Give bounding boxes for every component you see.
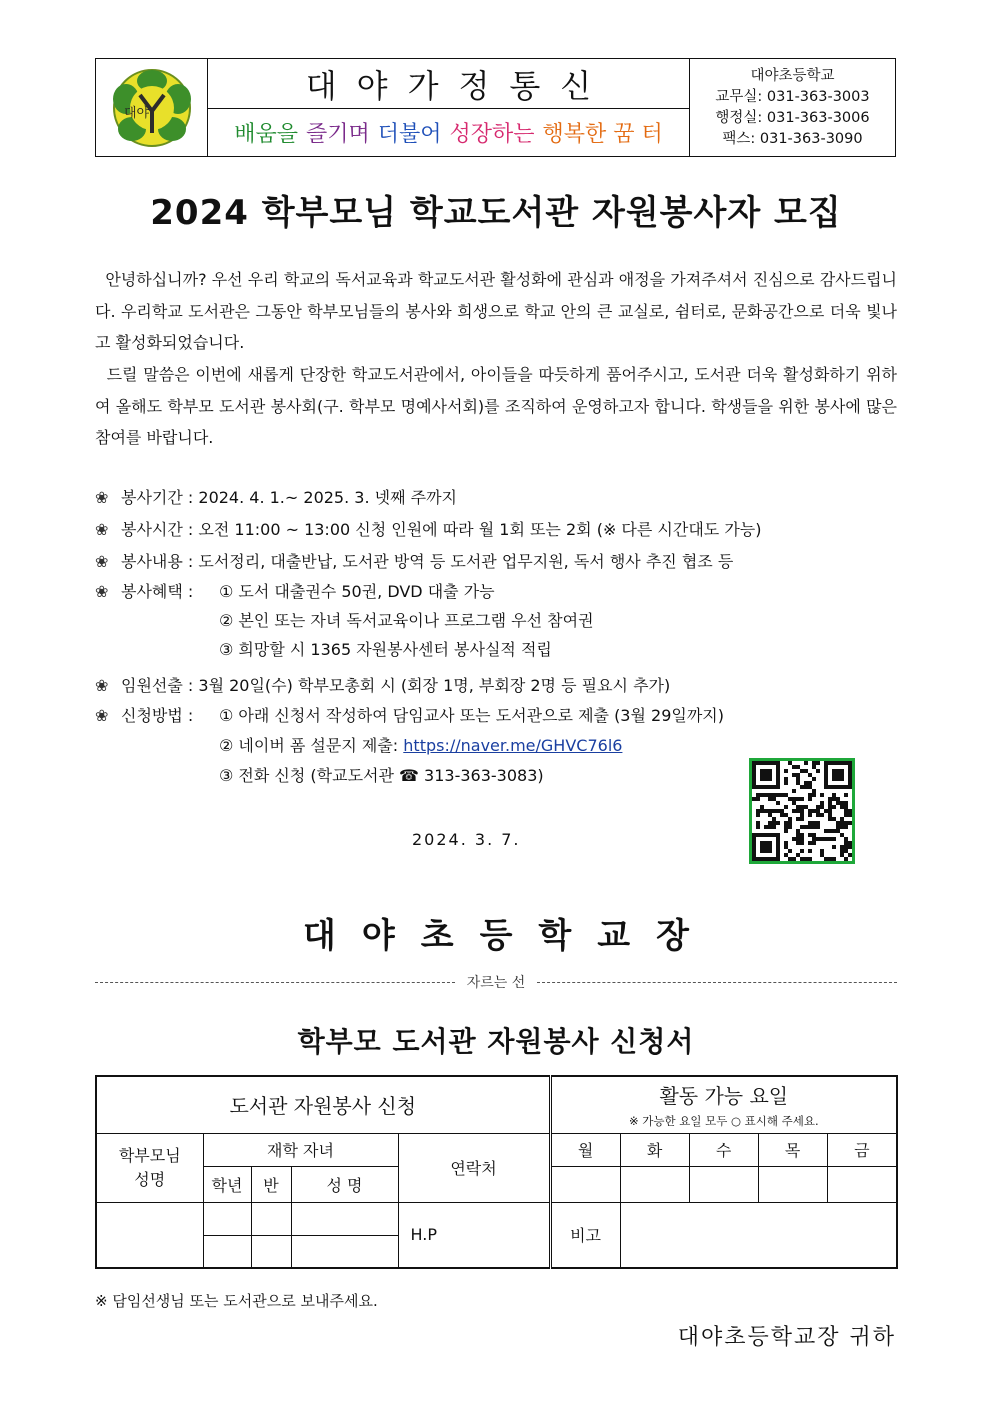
form-right-header: 활동 가능 요일 ※ 가능한 요일 모두 ○ 표시해 주세요. xyxy=(550,1076,897,1133)
header-center xyxy=(208,59,690,156)
flower-bullet-icon: ❀ xyxy=(95,488,109,507)
day-selection-note: ※ 가능한 요일 모두 ○ 표시해 주세요. xyxy=(628,1114,819,1129)
school-emblem-icon xyxy=(106,67,198,149)
motto-word-2: 즐기며 xyxy=(305,122,370,147)
class-header: 반 xyxy=(251,1166,291,1202)
cut-line-label: 자르는 선 xyxy=(466,975,526,991)
apply-method-1: ① 아래 신청서 작성하여 담임교사 또는 도서관으로 제출 (3월 29일까지) xyxy=(219,706,724,725)
school-logo xyxy=(96,59,208,156)
grade-field-1[interactable] xyxy=(203,1202,251,1235)
parent-name-header: 학부모님 성명 xyxy=(96,1133,203,1202)
list-item-benefit: ❀ 봉사혜택 : xyxy=(95,578,193,606)
intro-paragraph-1: 안녕하십니까? 우선 우리 학교의 독서교육과 학교도서관 활성화에 관심과 애정을 가져주셔서 진심으로 감사드립니다. 우리학교 도서관은 그동안 학부모님들의 봉사와 희생으로 학교 안의 큰 교실로, 쉼터로, 문화공간으로 더욱 빛나고 활성화되었습니다. xyxy=(95,270,898,352)
qr-code xyxy=(749,758,855,864)
apply-method-2: ② 네이버 폼 설문지 제출: https://naver.me/GHVC76l6 xyxy=(219,736,623,755)
benefit-1: ① 도서 대출권수 50권, DVD 대출 가능 xyxy=(219,582,495,601)
grade-header: 학년 xyxy=(203,1166,251,1202)
submission-note: ※ 담임선생님 또는 도서관으로 보내주세요. xyxy=(95,1292,378,1310)
flower-bullet-icon: ❀ xyxy=(95,706,109,725)
apply-method-3: ③ 전화 신청 (학교도서관 ☎ 313-363-3083) xyxy=(219,766,544,785)
list-item-content: ❀ 봉사내용 : 도서정리, 대출반납, 도서관 방역 등 도서관 업무지원, 독서 행사 추진 협조 등 xyxy=(95,548,733,576)
application-form-table xyxy=(95,1075,898,1269)
list-item-time: ❀ 봉사시간 : 오전 11:00 ~ 13:00 신청 인원에 따라 월 1회 또는 2회 (※ 다른 시간대도 가능) xyxy=(95,516,762,544)
grade-field-2[interactable] xyxy=(203,1235,251,1268)
form-left-header: 도서관 자원봉사 신청 xyxy=(96,1076,550,1133)
motto-word-1: 배움을 xyxy=(234,122,298,147)
remarks-label: 비고 xyxy=(550,1202,620,1268)
list-item-officers: ❀ 임원선출 : 3월 20일(수) 학부모총회 시 (회장 1명, 부회장 2명 등 필요시 추가) xyxy=(95,672,670,700)
naver-form-link[interactable]: https://naver.me/GHVC76l6 xyxy=(403,736,623,755)
contact-header: 연락처 xyxy=(398,1133,550,1202)
day-wed: 수 xyxy=(689,1133,758,1166)
principal-signature: 대야초등학교장 xyxy=(303,916,715,956)
fax-number: 팩스: 031-363-3090 xyxy=(722,130,863,147)
flower-bullet-icon: ❀ xyxy=(95,552,109,571)
benefit-2: ② 본인 또는 자녀 독서교육이나 프로그램 우선 참여권 xyxy=(219,611,594,630)
newsletter-title: 대야가정통신 xyxy=(208,59,689,109)
intro-paragraph-2: 드릴 말씀은 이번에 새롭게 단장한 학교도서관에서, 아이들을 따듯하게 품어주시고, 도서관 더욱 활성화하기 위하여 올해도 학부모 도서관 봉사회(구. 학부모 명예사서회)를 조직하여 운영하고자 합니다. 학생들을 위한 봉사에 많은 참여를 바랍니다. xyxy=(95,365,898,447)
benefit-3: ③ 희망할 시 1365 자원봉사센터 봉사실적 적립 xyxy=(219,640,552,659)
thu-checkbox-cell[interactable] xyxy=(758,1166,827,1202)
motto-word-5: 행복한 꿈 터 xyxy=(542,122,663,147)
school-contact xyxy=(690,59,895,156)
flower-bullet-icon: ❀ xyxy=(95,676,109,695)
newsletter-header xyxy=(95,58,896,157)
school-motto xyxy=(208,109,689,156)
day-mon: 월 xyxy=(550,1133,620,1166)
remarks-field[interactable] xyxy=(620,1202,897,1268)
issue-date: 2024. 3. 7. xyxy=(412,830,521,849)
logo-text: 대야 xyxy=(123,105,149,121)
child-name-field-2[interactable] xyxy=(291,1235,398,1268)
list-item-apply: ❀ 신청방법 : xyxy=(95,702,193,730)
motto-word-3: 더불어 xyxy=(377,122,442,147)
list-item-period: ❀ 봉사기간 : 2024. 4. 1.~ 2025. 3. 넷째 주까지 xyxy=(95,484,457,512)
fri-checkbox-cell[interactable] xyxy=(827,1166,897,1202)
class-field-2[interactable] xyxy=(251,1235,291,1268)
child-name-field-1[interactable] xyxy=(291,1202,398,1235)
flower-bullet-icon: ❀ xyxy=(95,582,109,601)
admin-office-phone: 행정실: 031-363-3006 xyxy=(715,109,870,126)
child-header: 재학 자녀 xyxy=(203,1133,398,1166)
application-form-title: 학부모 도서관 자원봉사 신청서 xyxy=(297,1025,695,1058)
wed-checkbox-cell[interactable] xyxy=(689,1166,758,1202)
motto-word-4: 성장하는 xyxy=(449,122,535,147)
parent-name-field[interactable] xyxy=(96,1202,203,1268)
tue-checkbox-cell[interactable] xyxy=(620,1166,689,1202)
page-title: 2024 학부모님 학교도서관 자원봉사자 모집 xyxy=(150,193,842,233)
day-fri: 금 xyxy=(827,1133,897,1166)
mon-checkbox-cell[interactable] xyxy=(550,1166,620,1202)
class-field-1[interactable] xyxy=(251,1202,291,1235)
flower-bullet-icon: ❀ xyxy=(95,520,109,539)
hp-label: H.P xyxy=(410,1225,437,1245)
day-tue: 화 xyxy=(620,1133,689,1166)
contact-field[interactable] xyxy=(398,1202,550,1268)
teachers-office-phone: 교무실: 031-363-3003 xyxy=(715,88,870,105)
qr-code-icon xyxy=(752,761,852,861)
school-name: 대야초등학교 xyxy=(750,67,835,84)
day-thu: 목 xyxy=(758,1133,827,1166)
addressee: 대야초등학교장 귀하 xyxy=(677,1325,896,1350)
child-name-header: 성 명 xyxy=(291,1166,398,1202)
cut-line xyxy=(95,972,897,992)
